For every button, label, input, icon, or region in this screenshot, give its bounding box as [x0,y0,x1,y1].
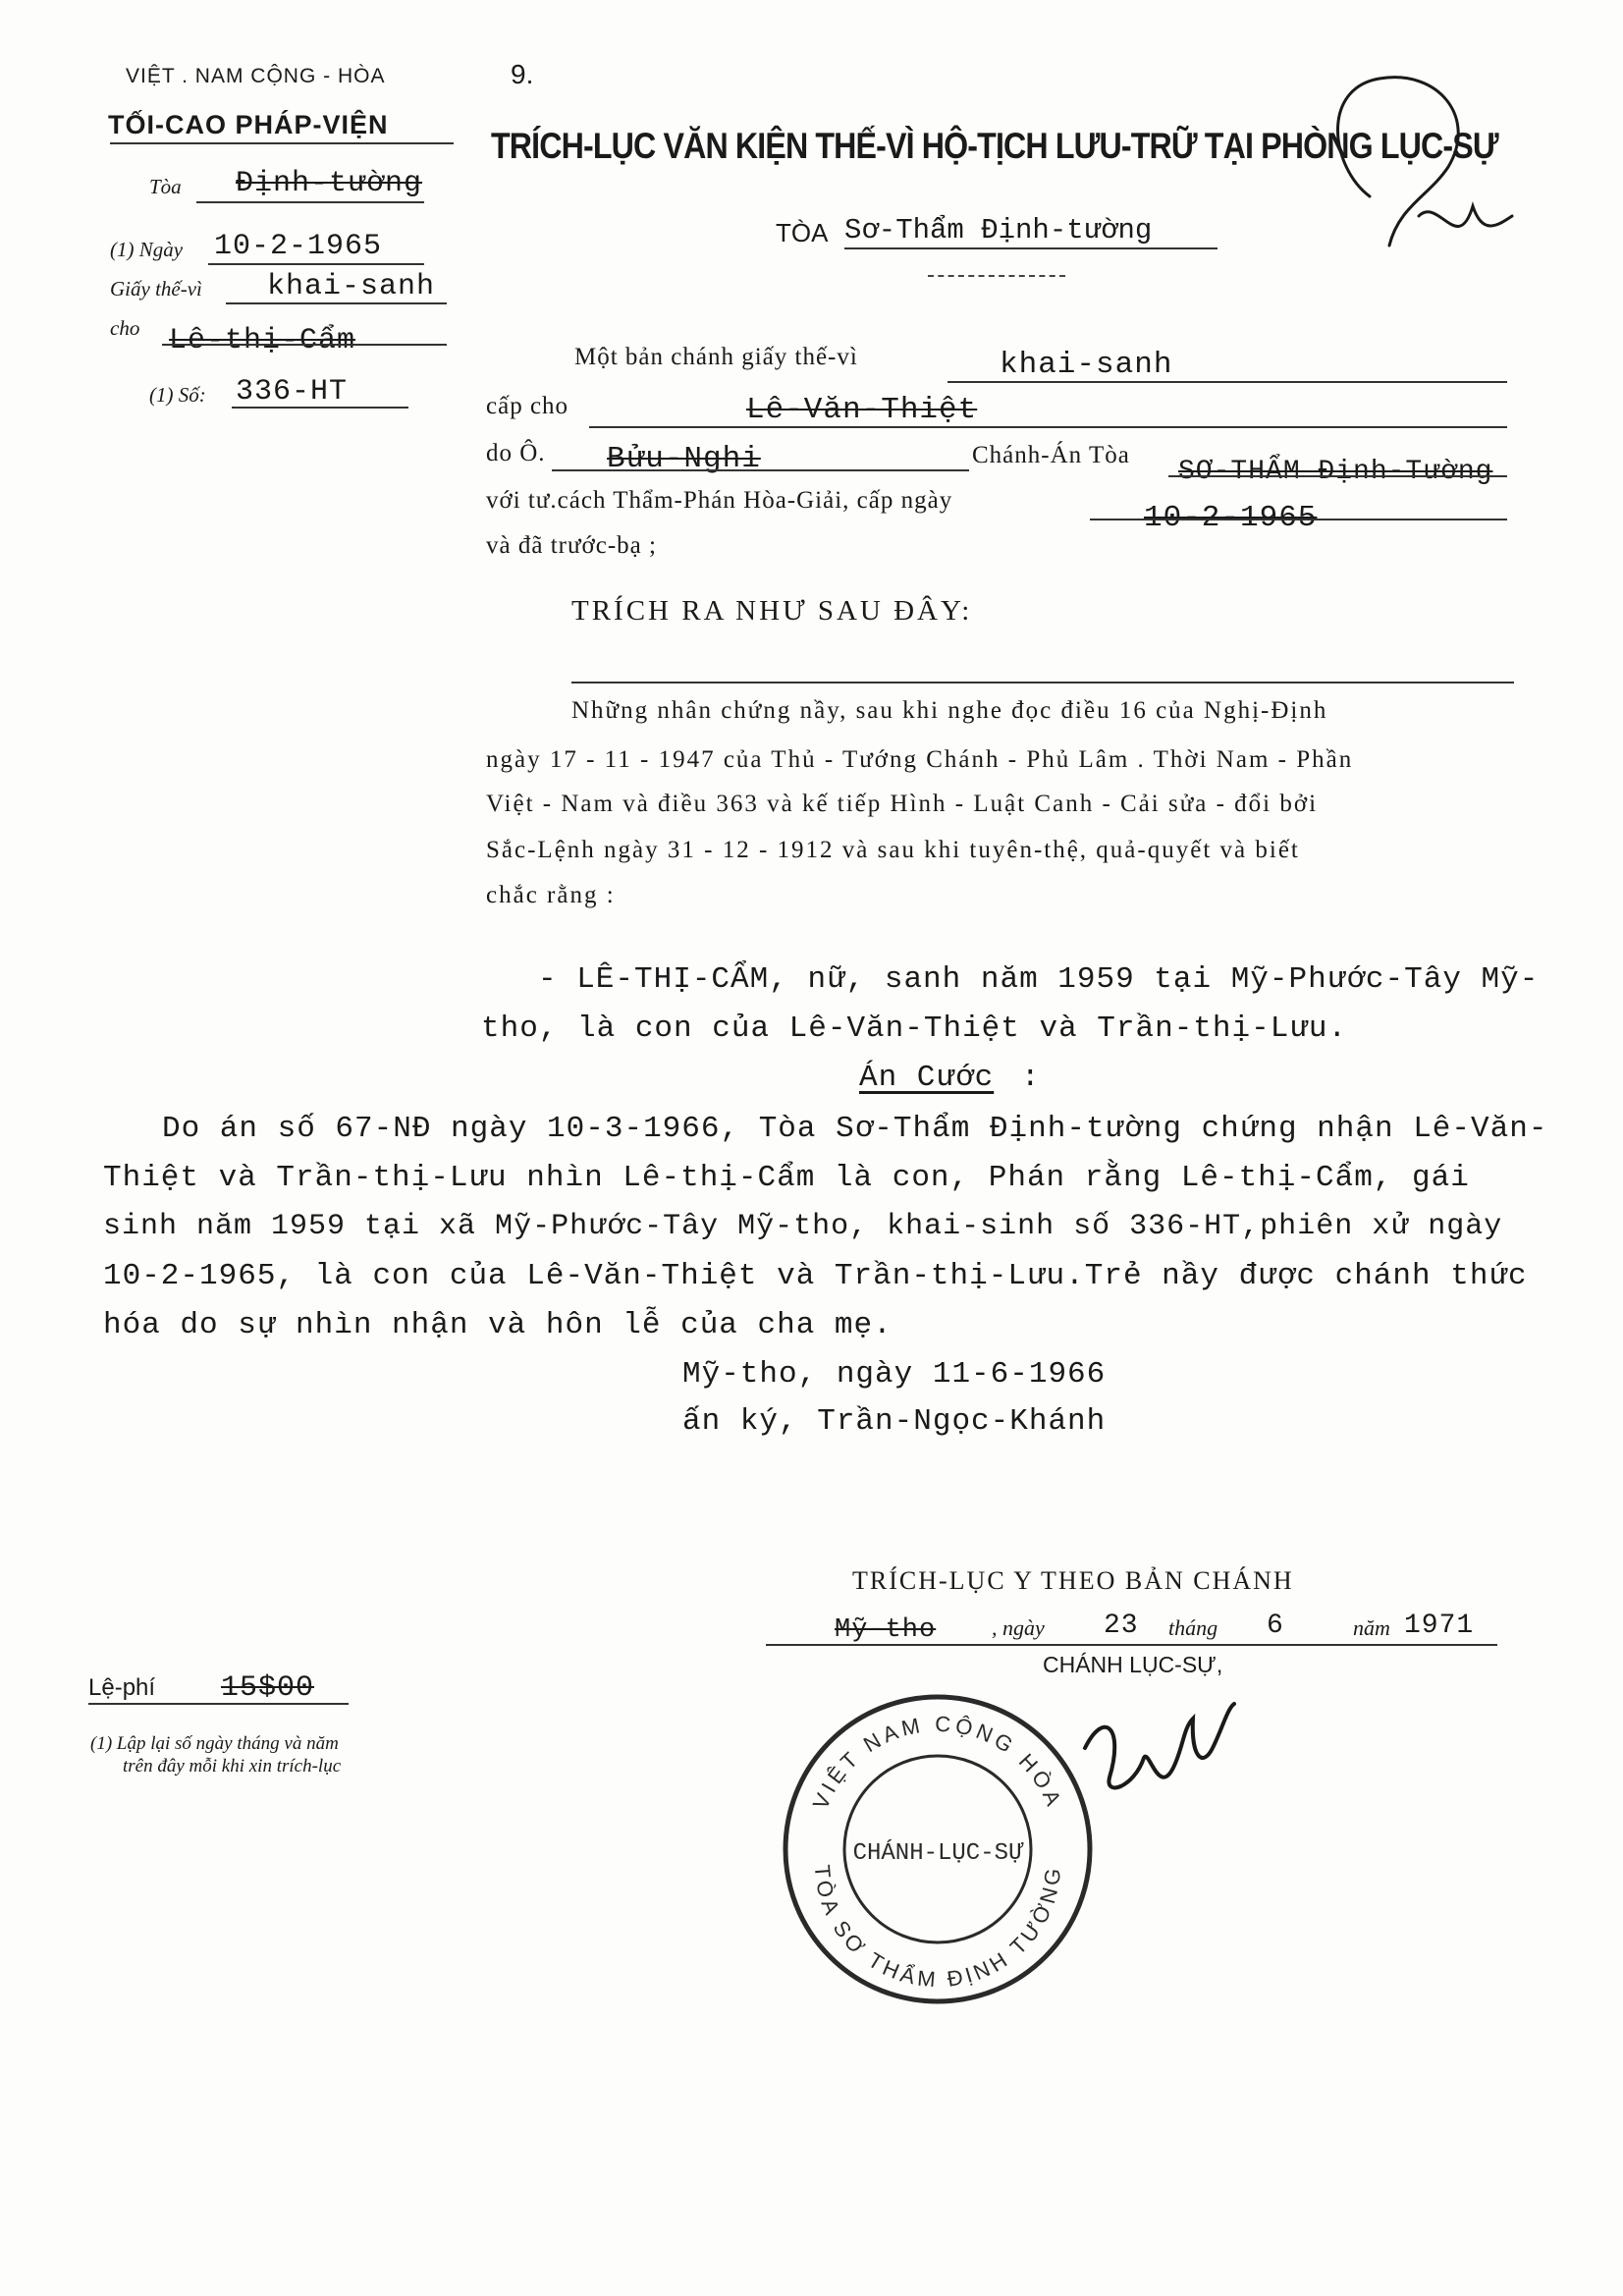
cert-day: 23 [1104,1611,1139,1641]
declaration-line-1: - LÊ-THỊ-CẨM, nữ, sanh năm 1959 tại Mỹ-Phước-Tây Mỹ- [538,962,1540,997]
form-line3-value: Bửu-Nghi [607,442,761,476]
form-line4-value: 10-2-1965 [1144,501,1318,535]
form-line2-value: Lê-Văn-Thiệt [746,393,978,427]
cert-year-label: năm [1353,1615,1390,1640]
cert-heading: TRÍCH-LỤC Y THEO BẢN CHÁNH [852,1566,1294,1595]
an-cuoc-colon: : [1021,1061,1041,1095]
seal-ring-top: VIỆT NAM CỘNG HÒA [807,1711,1068,1813]
witness-line-4: Sắc-Lệnh ngày 31 - 12 - 1912 và sau khi tuyên-thệ, quả-quyết và biết [486,837,1300,863]
title-sub-label: TÒA [776,218,829,247]
extract-heading: TRÍCH RA NHƯ SAU ĐÂY: [571,595,973,627]
document-title: TRÍCH-LỤC VĂN KIỆN THẾ-VÌ HỘ-TỊCH LƯU-TRỮ TẠI PHÒNG LỤC-SỰ [491,126,1498,166]
date-value: 10-2-1965 [214,230,383,263]
toa-label: Tòa [149,175,182,198]
no-label: (1) Số: [149,383,206,407]
an-cuoc-heading: Án Cước [859,1061,995,1095]
witness-line-3: Việt - Nam và điều 363 và kế tiếp Hình - Luật Canh - Cải sửa - đổi bởi [486,791,1319,817]
form-line1-value: khai-sanh [1000,348,1173,382]
court-strike-value: SƠ-THẨM Định-Tường [1178,457,1493,487]
cert-year: 1971 [1404,1611,1475,1641]
republic-name: VIỆT . NAM CỘNG - HÒA [126,65,386,87]
fee-value: 15$00 [221,1671,315,1705]
judgment-line-2: Thiệt và Trần-thị-Lưu nhìn Lê-thị-Cẩm là con, Phán rằng Lê-thị-Cẩm, gái [103,1161,1470,1195]
for-label: cho [110,316,140,340]
cert-place: Mỹ-tho [835,1615,937,1645]
judgment-line-1: Do án số 67-NĐ ngày 10-3-1966, Tòa Sơ-Thẩm Định-tường chứng nhận Lê-Văn- [162,1112,1548,1146]
form-line3-mid: Chánh-Án Tòa [972,442,1130,468]
form-line3-label: do Ô. [486,440,546,466]
title-sub-value: Sơ-Thẩm Định-tường [844,214,1153,246]
form-line1-label: Một bản chánh giấy thế-vì [574,344,858,370]
seal-center: CHÁNH-LỤC-SỰ [852,1840,1023,1867]
cert-month-label: tháng [1168,1615,1218,1640]
form-line3-value2 [1178,457,1492,487]
cert-month: 6 [1267,1611,1284,1641]
judgment-line-3: sinh năm 1959 tại xã Mỹ-Phước-Tây Mỹ-tho, khai-sinh số 336-HT,phiên xử ngày [103,1210,1503,1243]
place-date: Mỹ-tho, ngày 11-6-1966 [682,1357,1107,1392]
form-line5-label: và đã trước-bạ ; [486,532,657,559]
seal-ring-bottom: TÒA SƠ THẨM ĐỊNH TƯỜNG [809,1863,1066,1993]
judgment-line-5: hóa do sự nhìn nhận và hôn lễ của cha mẹ. [103,1308,893,1342]
seal-graphic [776,1687,1100,2011]
witness-line-5: chắc rằng : [486,882,616,908]
cert-value: khai-sanh [267,270,436,303]
witness-line-2: ngày 17 - 11 - 1947 của Thủ - Tướng Chánh - Phủ Lâm . Thời Nam - Phần [486,746,1354,773]
footnote-line-2: trên đây mỗi khi xin trích-lục [123,1756,342,1777]
official-seal [776,1687,1100,2011]
no-value: 336-HT [236,375,349,409]
fee-label: Lệ-phí [88,1674,156,1701]
footnote-line-1: (1) Lập lại số ngày tháng và năm [90,1733,339,1754]
witness-line-1: Những nhân chứng nầy, sau khi nghe đọc điều 16 của Nghị-Định [571,697,1328,724]
clerk-signature [1065,1689,1262,1827]
cert-label: Giấy thế-vì [110,277,202,301]
page-mark: 9. [511,59,534,89]
form-line4-label: với tư.cách Thẩm-Phán Hòa-Giải, cấp ngày [486,487,953,514]
clerk-name: ấn ký, Trần-Ngọc-Khánh [682,1404,1107,1439]
toa-value: Định-tường [236,167,423,200]
for-value: Lê-thị-Cẩm [169,324,356,357]
form-line2-label: cấp cho [486,393,569,419]
date-label: (1) Ngày [110,238,184,261]
cert-day-label: , ngày [992,1615,1045,1640]
declaration-line-2: tho, là con của Lê-Văn-Thiệt và Trần-thị-Lưu. [481,1011,1348,1046]
corner-signature [1311,59,1527,265]
court-name: TỐI-CAO PHÁP-VIỆN [108,110,389,139]
cert-title: CHÁNH LỤC-SỰ, [1043,1652,1223,1677]
judgment-line-4: 10-2-1965, là con của Lê-Văn-Thiệt và Trần-thị-Lưu.Trẻ nầy được chánh thức [103,1259,1528,1293]
